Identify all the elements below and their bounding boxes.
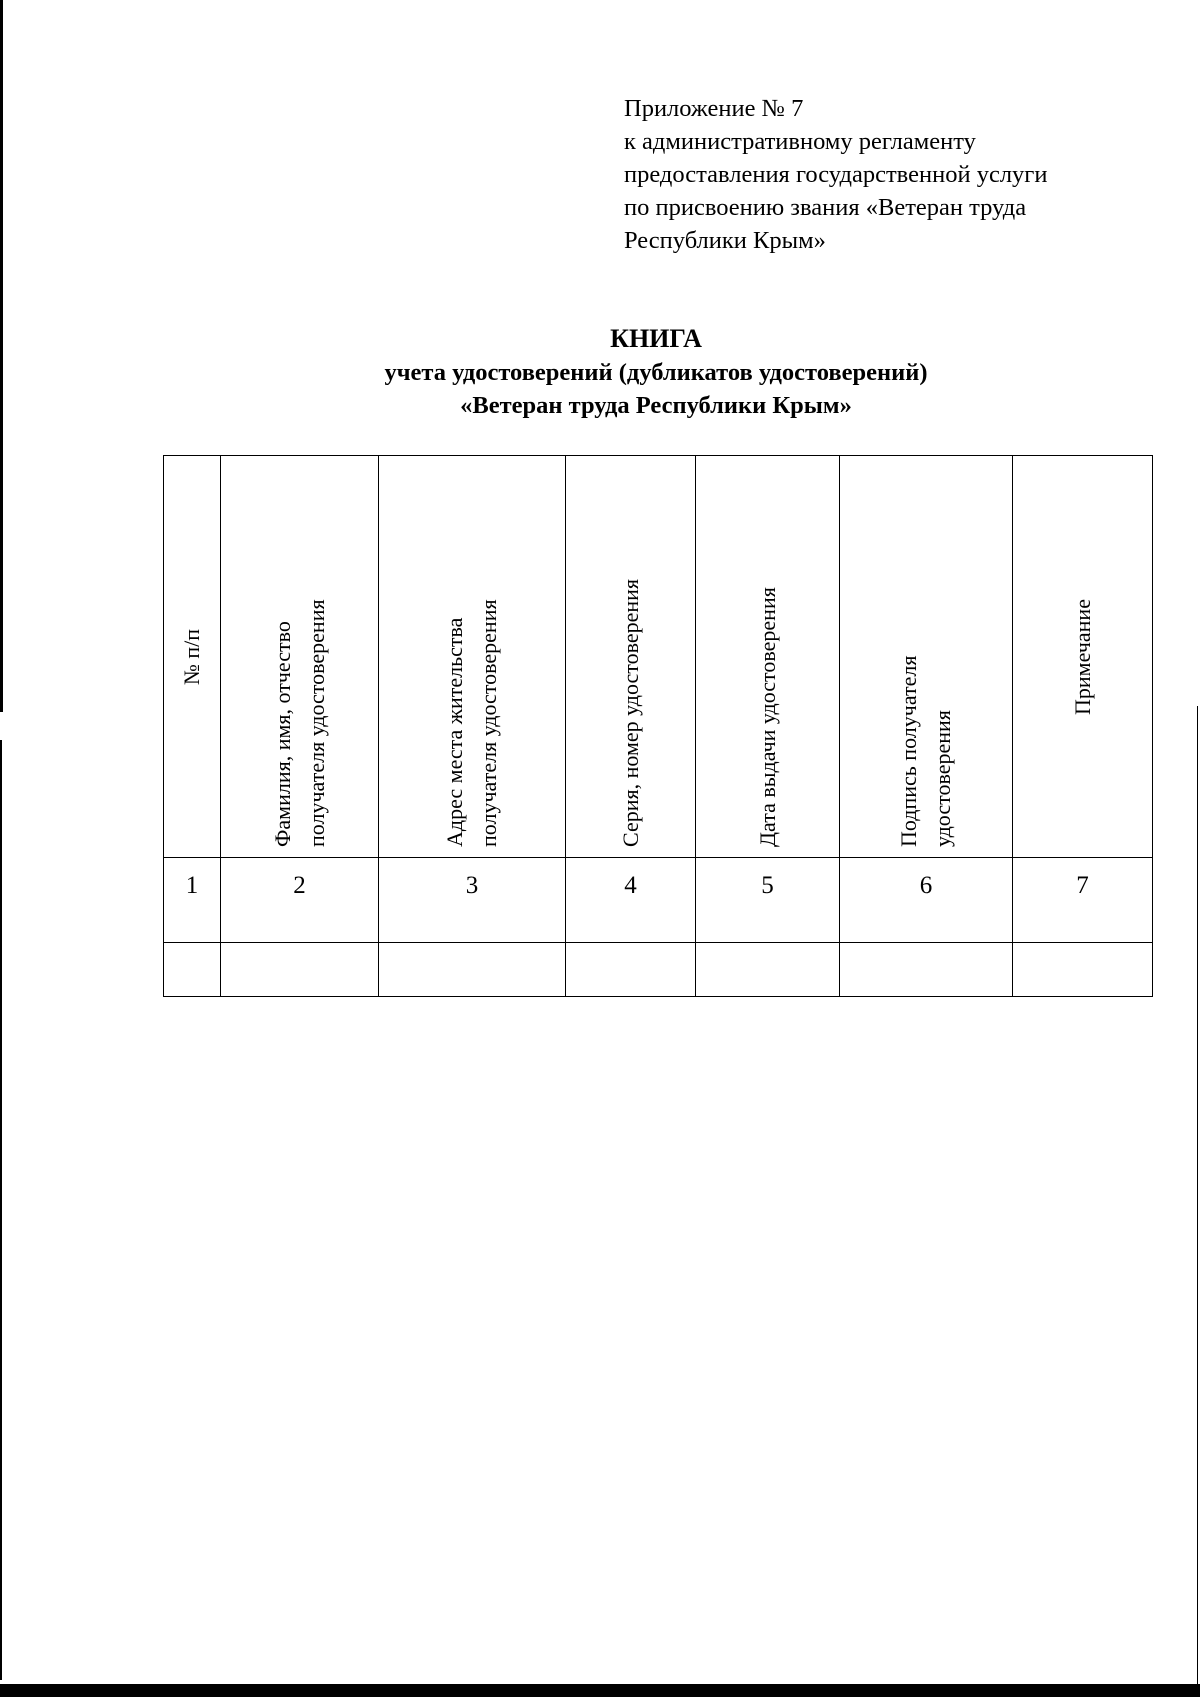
empty-cell — [379, 943, 566, 997]
scan-edge-bottom — [0, 1684, 1200, 1697]
appendix-line: Приложение № 7 — [624, 95, 804, 122]
column-number-cell: 1 — [164, 858, 221, 943]
header-cell-note — [1013, 456, 1153, 858]
document-title — [163, 322, 1149, 422]
header-cell-issue-date — [696, 456, 840, 858]
title-subtitle-1: учета удостоверений (дубликатов удостоверений) — [384, 359, 928, 386]
appendix-line: Республики Крым» — [624, 227, 826, 254]
header-label: Примечание — [1069, 598, 1095, 715]
header-label: Дата выдачи удостоверения — [754, 586, 780, 847]
column-number-cell: 7 — [1013, 858, 1153, 943]
empty-cell — [840, 943, 1013, 997]
header-label: Подпись получателя — [896, 655, 921, 847]
appendix-line: предоставления государственной услуги — [624, 161, 1048, 188]
header-row — [164, 456, 1153, 858]
empty-cell — [221, 943, 379, 997]
column-number-cell: 3 — [379, 858, 566, 943]
scan-edge-left-lower — [0, 740, 2, 1680]
column-number-cell: 2 — [221, 858, 379, 943]
header-cell-series-number — [566, 456, 696, 858]
header-label: № п/п — [179, 628, 204, 685]
header-label: Фамилия, имя, отчество — [269, 620, 295, 847]
header-cell-number — [164, 456, 221, 858]
header-cell-address — [379, 456, 566, 858]
title-subtitle-2: «Ветеран труда Республики Крым» — [460, 392, 852, 419]
register-table — [163, 455, 1153, 997]
column-number-cell: 4 — [566, 858, 696, 943]
header-label: получателя удостоверения — [303, 598, 329, 847]
header-label: удостоверения — [930, 709, 955, 847]
appendix-reference — [624, 92, 1047, 257]
column-number-cell: 5 — [696, 858, 840, 943]
appendix-line: к административному регламенту — [624, 128, 976, 155]
scan-edge-left — [0, 0, 3, 712]
header-label: получателя удостоверения — [476, 598, 501, 847]
header-label: Адрес места жительства — [442, 617, 467, 847]
header-label: Серия, номер удостоверения — [617, 578, 643, 847]
appendix-line: по присвоению звания «Ветеран труда — [624, 194, 1027, 221]
empty-cell — [164, 943, 221, 997]
empty-cell — [696, 943, 840, 997]
empty-cell — [1013, 943, 1153, 997]
empty-entry-row — [164, 943, 1153, 997]
title-main: КНИГА — [610, 324, 702, 353]
column-number-cell: 6 — [840, 858, 1013, 943]
column-number-row — [164, 858, 1153, 943]
empty-cell — [566, 943, 696, 997]
header-cell-full-name — [221, 456, 379, 858]
header-cell-signature — [840, 456, 1013, 858]
scan-edge-right — [1197, 706, 1198, 1696]
